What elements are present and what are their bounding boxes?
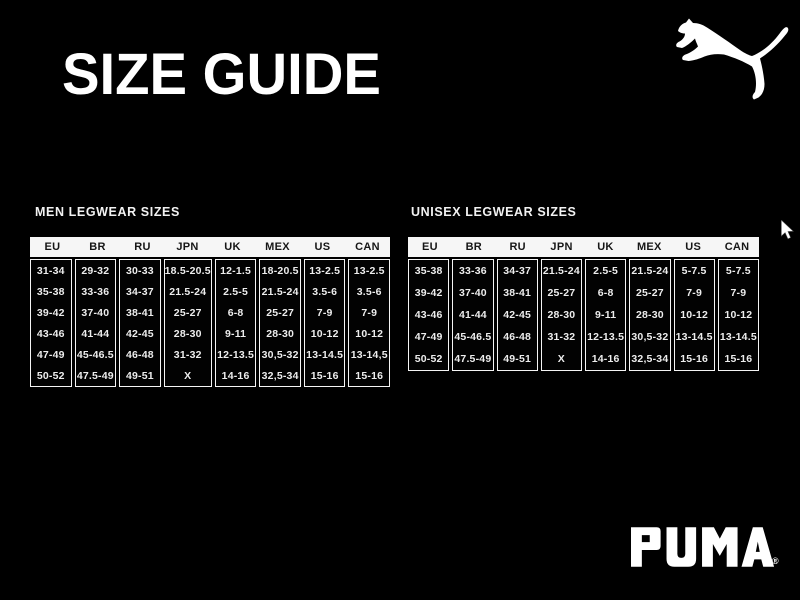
size-cell: 9-11: [224, 327, 247, 340]
registered-trademark-symbol: ®: [772, 556, 779, 566]
column-header-jpn: JPN: [550, 241, 573, 253]
size-cell: 49-51: [125, 369, 154, 382]
unisex-table-title: UNISEX LEGWEAR SIZES: [411, 205, 577, 219]
size-cell: 5-7.5: [681, 265, 707, 277]
size-cell: 37-40: [81, 306, 110, 319]
size-cell: 14-16: [221, 369, 250, 382]
size-cell: 7-9: [316, 306, 333, 319]
size-cell: 38-41: [503, 287, 532, 299]
size-cell: 47.5-49: [76, 369, 114, 382]
size-cell: 30,5-32: [631, 331, 669, 343]
size-cell: 10-12: [724, 309, 753, 321]
page-title: SIZE GUIDE: [62, 42, 381, 107]
size-cell: X: [557, 353, 565, 365]
size-cell: 13-2.5: [353, 264, 385, 277]
size-cell: 28-30: [173, 327, 202, 340]
size-cell: 14-16: [591, 353, 620, 365]
size-cell: 10-12: [680, 309, 709, 321]
size-column-mex: [259, 259, 301, 387]
size-cell: 30,5-32: [261, 348, 299, 361]
size-column-jpn: [541, 259, 582, 371]
size-cell: 6-8: [227, 306, 244, 319]
size-cell: 3.5-6: [312, 285, 338, 298]
size-cell: 39-42: [414, 287, 443, 299]
size-cell: 42-45: [125, 327, 154, 340]
size-cell: 38-41: [125, 306, 154, 319]
size-column-jpn: [164, 259, 212, 387]
size-cell: 31-32: [547, 331, 576, 343]
column-header-br: BR: [89, 241, 106, 253]
size-cell: 35-38: [414, 265, 443, 277]
size-cell: 13-14,5: [350, 348, 388, 361]
size-column-us: [304, 259, 346, 387]
size-cell: 21.5-24: [169, 285, 207, 298]
size-column-mex: [629, 259, 670, 371]
size-cell: 41-44: [458, 309, 487, 321]
size-cell: 47-49: [36, 348, 65, 361]
column-header-us: US: [314, 241, 331, 253]
column-header-br: BR: [465, 241, 483, 253]
size-cell: 7-9: [730, 287, 747, 299]
size-cell: X: [184, 369, 192, 382]
size-cell: 33-36: [81, 285, 110, 298]
size-cell: 45-46.5: [454, 331, 492, 343]
size-cell: 2.5-5: [223, 285, 249, 298]
unisex-size-table: [408, 237, 759, 371]
size-column-br: [75, 259, 117, 387]
size-cell: 46-48: [125, 348, 154, 361]
size-cell: 18.5-20.5: [164, 264, 211, 277]
size-cell: 21.5-24: [631, 265, 669, 277]
column-header-can: CAN: [355, 241, 380, 253]
mouse-cursor-icon: [781, 220, 795, 240]
size-cell: 6-8: [597, 287, 614, 299]
column-header-ru: RU: [509, 241, 526, 253]
size-cell: 15-16: [724, 353, 753, 365]
size-column-br: [452, 259, 493, 371]
size-cell: 47.5-49: [454, 353, 492, 365]
table-body: [408, 259, 759, 371]
size-cell: 28-30: [547, 309, 576, 321]
size-cell: 15-16: [680, 353, 709, 365]
size-cell: 12-13.5: [587, 331, 625, 343]
size-cell: 50-52: [414, 353, 443, 365]
column-header-uk: UK: [597, 241, 614, 253]
size-cell: 13-14.5: [306, 348, 344, 361]
size-cell: 25-27: [173, 306, 202, 319]
column-header-eu: EU: [44, 241, 61, 253]
size-cell: 35-38: [36, 285, 65, 298]
size-cell: 7-9: [686, 287, 703, 299]
size-cell: 25-27: [547, 287, 576, 299]
column-header-uk: UK: [224, 241, 241, 253]
size-cell: 13-2.5: [309, 264, 341, 277]
size-cell: 31-34: [36, 264, 65, 277]
size-column-can: [718, 259, 759, 371]
size-cell: 10-12: [310, 327, 339, 340]
column-header-mex: MEX: [265, 241, 290, 253]
size-cell: 41-44: [81, 327, 110, 340]
column-header-jpn: JPN: [176, 241, 199, 253]
size-cell: 47-49: [414, 331, 443, 343]
size-column-eu: [408, 259, 449, 371]
size-cell: 45-46.5: [76, 348, 114, 361]
size-cell: 9-11: [595, 309, 617, 321]
size-cell: 32,5-34: [631, 353, 669, 365]
size-cell: 34-37: [125, 285, 154, 298]
size-cell: 42-45: [503, 309, 532, 321]
size-cell: 39-42: [36, 306, 65, 319]
size-cell: 34-37: [503, 265, 532, 277]
column-header-eu: EU: [421, 241, 438, 253]
size-cell: 7-9: [361, 306, 378, 319]
size-cell: 21.5-24: [261, 285, 299, 298]
size-cell: 2.5-5: [593, 265, 619, 277]
men-size-table: [30, 237, 390, 387]
size-column-ru: [497, 259, 538, 371]
size-cell: 15-16: [355, 369, 384, 382]
size-cell: 49-51: [503, 353, 532, 365]
size-column-ru: [119, 259, 161, 387]
size-cell: 28-30: [635, 309, 664, 321]
size-cell: 28-30: [266, 327, 295, 340]
size-cell: 15-16: [310, 369, 339, 382]
size-column-us: [674, 259, 715, 371]
size-column-eu: [30, 259, 72, 387]
table-header-row: [30, 237, 390, 257]
size-column-can: [348, 259, 390, 387]
size-cell: 33-36: [458, 265, 487, 277]
size-cell: 32,5-34: [261, 369, 299, 382]
size-cell: 21.5-24: [542, 265, 580, 277]
column-header-us: US: [685, 241, 702, 253]
size-cell: 30-33: [125, 264, 154, 277]
size-cell: 46-48: [503, 331, 532, 343]
men-table-title: MEN LEGWEAR SIZES: [35, 205, 180, 219]
size-cell: 29-32: [81, 264, 110, 277]
size-cell: 25-27: [266, 306, 295, 319]
size-cell: 3.5-6: [356, 285, 382, 298]
size-cell: 43-46: [36, 327, 65, 340]
size-cell: 10-12: [355, 327, 384, 340]
puma-cat-logo-icon: [674, 16, 792, 104]
column-header-mex: MEX: [636, 241, 662, 253]
size-cell: 12-1.5: [220, 264, 252, 277]
puma-wordmark-logo: [631, 527, 779, 567]
size-cell: 5-7.5: [725, 265, 751, 277]
size-cell: 43-46: [414, 309, 443, 321]
size-column-uk: [585, 259, 626, 371]
table-body: [30, 259, 390, 387]
size-cell: 25-27: [635, 287, 664, 299]
size-column-uk: [215, 259, 257, 387]
size-cell: 13-14.5: [675, 331, 713, 343]
size-cell: 37-40: [458, 287, 487, 299]
size-cell: 50-52: [36, 369, 65, 382]
size-cell: 18-20.5: [261, 264, 299, 277]
table-header-row: [408, 237, 759, 257]
column-header-can: CAN: [724, 241, 750, 253]
size-cell: 31-32: [173, 348, 202, 361]
size-cell: 12-13.5: [217, 348, 255, 361]
size-cell: 13-14.5: [719, 331, 757, 343]
column-header-ru: RU: [134, 241, 151, 253]
